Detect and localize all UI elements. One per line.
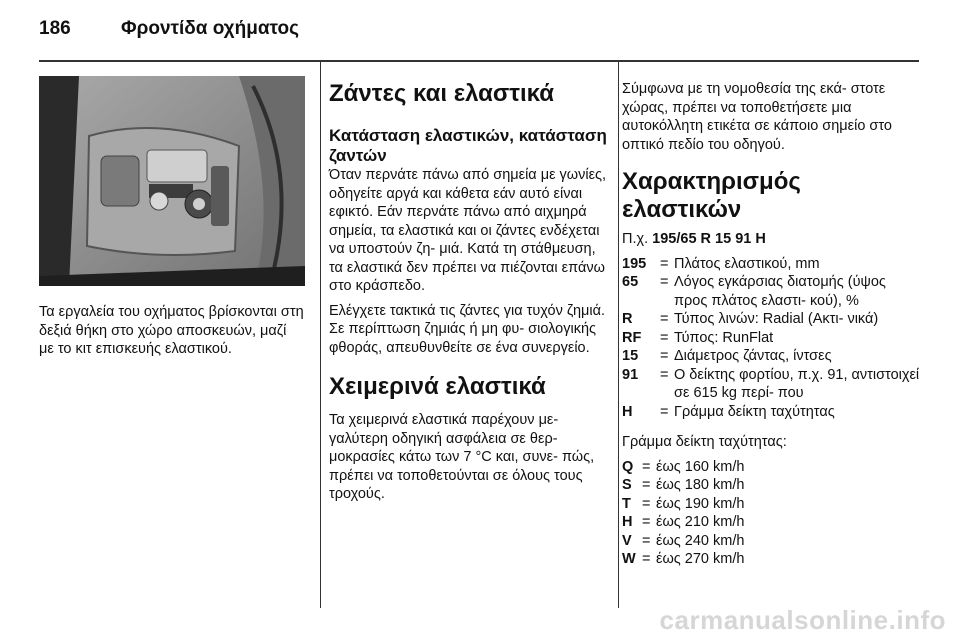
speed-index-desc: έως 160 km/h: [656, 458, 745, 475]
speed-index-key: S: [622, 477, 632, 493]
column-divider-right: [618, 62, 619, 608]
speed-index-eq: =: [642, 514, 651, 530]
speed-index-list: [622, 458, 922, 569]
definition-desc: Λόγος εγκάρσιας διατομής (ύψος προς πλάτος ελαστι- κού), %: [674, 274, 886, 309]
watermark: carmanualsonline.info: [659, 605, 946, 635]
definition-eq: =: [660, 311, 669, 327]
speed-index-eq: =: [642, 495, 651, 512]
section-title-winter-tyres: Χειμερινά ελαστικά: [329, 373, 546, 400]
para-sticker: Σύμφωνα με τη νομοθεσία της εκά- στοτε χώρας, πρέπει να τοποθετήσετε μια αυτοκόλλητη ετικέτα σε κάποιο σημείο στο οπτικό πεδίο του οδηγού.: [622, 81, 892, 153]
definition-desc: Γράμμα δείκτη ταχύτητας: [674, 403, 835, 420]
definition-desc: Τύπος: RunFlat: [674, 329, 774, 346]
speed-index-desc: έως 270 km/h: [656, 551, 745, 567]
speed-index-key: T: [622, 495, 631, 512]
definition-key: RF: [622, 329, 642, 346]
column-right: [622, 80, 922, 569]
definition-desc: Πλάτος ελαστικού, mm: [674, 255, 820, 272]
column-left: [39, 76, 305, 365]
definition-eq: =: [660, 274, 669, 290]
para-check-wheels: Ελέγχετε τακτικά τις ζάντες για τυχόν ζημιά. Σε περίπτωση ζημιάς ή μη φυ- σιολογικής φθοράς, απευθυνθείτε σε ένα συνεργείο.: [329, 302, 606, 356]
definition-key: H: [622, 403, 633, 420]
speed-index-desc: έως 210 km/h: [656, 514, 745, 530]
example-value: 195/65 R 15 91 H: [652, 231, 766, 247]
page-title: Φροντίδα οχήματος: [121, 18, 299, 39]
definition-eq: =: [660, 329, 669, 346]
header-rule: [39, 60, 919, 62]
speed-index-desc: έως 190 km/h: [656, 495, 745, 512]
para-winter-tyres: Τα χειμερινά ελαστικά παρέχουν με- γαλύτερη οδηγική ασφάλεια σε θερ- μοκρασίες κάτω των 7 °C και, συνε- πώς, πρέπει να τοποθετούνται σε όλους τους τροχούς.: [329, 412, 595, 502]
speed-index-key: V: [622, 532, 632, 549]
speed-index-desc: έως 180 km/h: [656, 477, 745, 493]
definition-desc: Διάμετρος ζάντας, ίντσες: [674, 348, 832, 364]
definition-eq: =: [660, 366, 669, 383]
speed-index-key: W: [622, 551, 636, 567]
definition-eq: =: [660, 403, 669, 420]
column-divider-left: [320, 62, 321, 608]
definition-key: 91: [622, 366, 639, 383]
definition-eq: =: [660, 255, 669, 272]
speed-index-key: H: [622, 514, 633, 530]
speed-index-eq: =: [642, 532, 651, 549]
page-number: 186: [39, 18, 71, 39]
designation-definition-list: [622, 255, 922, 422]
speed-index-intro: Γράμμα δείκτη ταχύτητας:: [622, 434, 787, 450]
speed-index-eq: =: [642, 477, 651, 493]
speed-index-eq: =: [642, 551, 651, 567]
column-middle: [329, 80, 609, 510]
subhead-tyre-condition: Κατάσταση ελαστικών, κατάσταση ζαντών: [329, 126, 607, 165]
speed-index-eq: =: [642, 458, 651, 475]
speed-index-key: Q: [622, 458, 634, 475]
definition-key: 15: [622, 348, 639, 364]
section-title-tyre-designation: Χαρακτηρισμός ελαστικών: [622, 168, 801, 223]
speed-index-desc: έως 240 km/h: [656, 532, 745, 549]
definition-desc: Ο δείκτης φορτίου, π.χ. 91, αντιστοιχεί σε 615 kg περί- που: [674, 366, 920, 401]
definition-key: 65: [622, 274, 639, 290]
boot-tools-photo: [39, 76, 305, 286]
photo-caption: Τα εργαλεία του οχήματος βρίσκονται στη δεξιά θήκη στο χώρο αποσκευών, μαζί με το κιτ επισκευής ελαστικού.: [39, 304, 304, 357]
example-prefix: Π.χ.: [622, 231, 649, 247]
definition-eq: =: [660, 348, 669, 364]
para-tyre-condition: Όταν περνάτε πάνω από σημεία με γωνίες, οδηγείτε αργά και κάθετα εάν αυτό είναι εφικτό. Εάν περνάτε πάνω από αιχμηρά σημεία, τα ελαστικά και οι ζάντες ενδέχεται να υποστούν ζη- μιά. Κατά τη στάθμευση, τα ελαστικά δεν πρέπει να πιέζονται επάνω στο κράσπεδο.: [329, 167, 607, 294]
definition-desc: Τύπος λινών: Radial (Ακτι- νικά): [674, 311, 879, 327]
definition-key: 195: [622, 255, 647, 272]
definition-key: R: [622, 311, 633, 327]
section-title-wheels-tyres: Ζάντες και ελαστικά: [329, 80, 555, 107]
designation-example: [622, 230, 922, 249]
